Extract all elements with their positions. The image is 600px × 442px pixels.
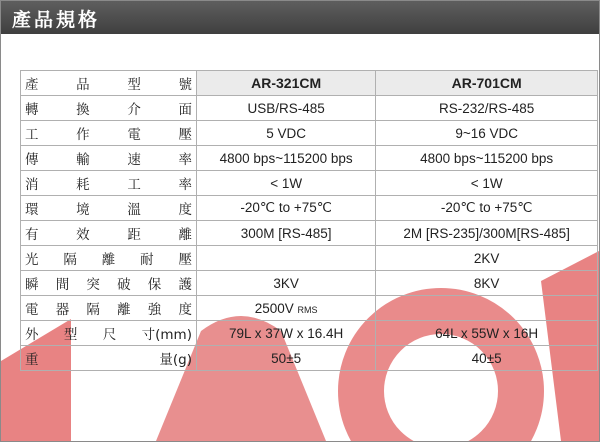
row-label: 傳 輸 速 率 bbox=[25, 152, 192, 168]
spec-value-suffix: RMS bbox=[297, 304, 318, 315]
spec-value-text: 2KV bbox=[473, 250, 500, 266]
spec-value-2 bbox=[376, 196, 598, 221]
row-label: 工 作 電 壓 bbox=[25, 127, 192, 143]
spec-value-text: 40±5 bbox=[471, 350, 502, 366]
spec-value-2 bbox=[376, 171, 598, 196]
spec-value-1 bbox=[197, 296, 376, 321]
spec-value-1 bbox=[197, 221, 376, 246]
spec-value-1 bbox=[197, 271, 376, 296]
spec-value-text: 2500V bbox=[254, 300, 294, 316]
spec-value-text: -20℃ to +75℃ bbox=[240, 200, 332, 215]
spec-value-2 bbox=[376, 271, 598, 296]
row-label-cell bbox=[21, 346, 197, 371]
table-header-row bbox=[21, 71, 598, 96]
row-label-cell bbox=[21, 221, 197, 246]
model-header-1: AR-321CM bbox=[197, 71, 376, 96]
spec-value-2 bbox=[376, 321, 598, 346]
row-label: 瞬 間 突 破 保 護 bbox=[25, 277, 192, 293]
row-label: 有 效 距 離 bbox=[25, 227, 192, 243]
row-label: 消 耗 工 率 bbox=[25, 177, 192, 193]
spec-value-1 bbox=[197, 196, 376, 221]
spec-table bbox=[20, 70, 598, 371]
row-label: 外 型 尺 寸(mm) bbox=[25, 327, 192, 343]
spec-value-2 bbox=[376, 146, 598, 171]
spec-value-text: 50±5 bbox=[271, 350, 302, 366]
spec-value-2 bbox=[376, 296, 598, 321]
spec-value-text: USB/RS-485 bbox=[247, 100, 325, 116]
row-label: 重 量(g) bbox=[25, 352, 192, 368]
table-row bbox=[21, 296, 598, 321]
spec-value-1 bbox=[197, 146, 376, 171]
spec-value-text: 8KV bbox=[473, 275, 500, 291]
table-row bbox=[21, 146, 598, 171]
spec-value-2 bbox=[376, 346, 598, 371]
spec-value-1 bbox=[197, 171, 376, 196]
spec-value-text: -20℃ to +75℃ bbox=[440, 200, 533, 215]
spec-value-text: < 1W bbox=[470, 175, 503, 191]
spec-value-1 bbox=[197, 321, 376, 346]
spec-value-text: 2M [RS-235]/300M[RS-485] bbox=[403, 225, 570, 241]
header-label-cell bbox=[21, 71, 197, 96]
spec-value-text: 64L x 55W x 16H bbox=[435, 325, 539, 341]
spec-value-text: 5 VDC bbox=[266, 125, 307, 141]
table-row bbox=[21, 196, 598, 221]
table-row bbox=[21, 121, 598, 146]
table-row bbox=[21, 246, 598, 271]
row-label-cell bbox=[21, 146, 197, 171]
table-row bbox=[21, 171, 598, 196]
spec-value-text: RS-232/RS-485 bbox=[438, 100, 535, 116]
spec-value-1 bbox=[197, 346, 376, 371]
row-label: 環 境 溫 度 bbox=[25, 202, 192, 218]
spec-value-text: 300M [RS-485] bbox=[240, 225, 332, 241]
row-label-cell bbox=[21, 196, 197, 221]
spec-value-2 bbox=[376, 121, 598, 146]
table-row bbox=[21, 271, 598, 296]
row-label-cell bbox=[21, 321, 197, 346]
spec-value-text: 4800 bps~115200 bps bbox=[420, 150, 554, 166]
spec-value-2 bbox=[376, 96, 598, 121]
spec-value-1 bbox=[197, 246, 376, 271]
table-row bbox=[21, 346, 598, 371]
row-label-cell bbox=[21, 96, 197, 121]
spec-value-1 bbox=[197, 96, 376, 121]
spec-value-text: 4800 bps~115200 bps bbox=[219, 150, 353, 166]
row-label-cell bbox=[21, 296, 197, 321]
table-row bbox=[21, 221, 598, 246]
row-label-cell bbox=[21, 121, 197, 146]
spec-value-text: 79L x 37W x 16.4H bbox=[228, 325, 344, 341]
row-label: 電 器 隔 離 強 度 bbox=[25, 302, 192, 318]
spec-value-text: < 1W bbox=[270, 175, 303, 191]
model-header-2: AR-701CM bbox=[376, 71, 598, 96]
row-label-cell bbox=[21, 171, 197, 196]
row-label-cell bbox=[21, 246, 197, 271]
spec-value-1 bbox=[197, 121, 376, 146]
row-label: 轉 換 介 面 bbox=[25, 102, 192, 118]
section-title: 產品規格 bbox=[12, 9, 101, 31]
row-label-cell bbox=[21, 271, 197, 296]
row-label: 光 隔 離 耐 壓 bbox=[25, 252, 192, 268]
header-label: 產 品 型 號 bbox=[25, 77, 192, 93]
table-row bbox=[21, 321, 598, 346]
spec-value-2 bbox=[376, 221, 598, 246]
table-row bbox=[21, 96, 598, 121]
spec-value-text: 9~16 VDC bbox=[455, 125, 518, 141]
spec-value-text: 3KV bbox=[273, 275, 299, 291]
spec-value-2 bbox=[376, 246, 598, 271]
